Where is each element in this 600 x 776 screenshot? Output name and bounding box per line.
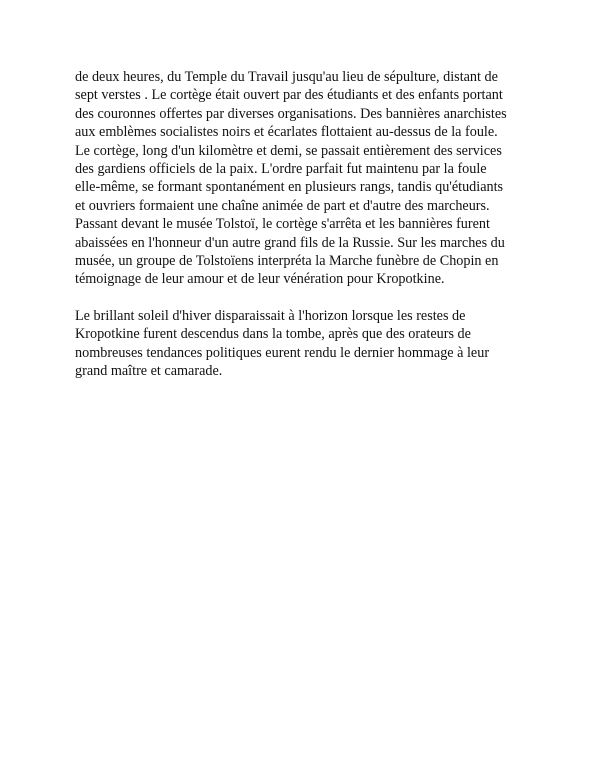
text-line: Le cortège, long d'un kilomètre et demi, se passait entièrement des services (75, 142, 502, 159)
text-line: abaissées en l'honneur d'un autre grand fils de la Russie. Sur les marches du (75, 234, 505, 251)
paragraph-1 (75, 68, 545, 289)
text-line: musée, un groupe de Tolstoïens interpréta la Marche funèbre de Chopin en (75, 253, 499, 270)
text-line: aux emblèmes socialistes noirs et écarlates flottaient au-dessus de la foule. (75, 124, 498, 141)
text-line: elle-même, se formant spontanément en plusieurs rangs, tandis qu'étudiants (75, 179, 504, 196)
text-line: des couronnes offertes par diverses organisations. Des bannières anarchistes (75, 105, 507, 122)
text-line: des gardiens officiels de la paix. L'ordre parfait fut maintenu par la foule (75, 161, 487, 178)
text-line: Le brillant soleil d'hiver disparaissait à l'horizon lorsque les restes de (75, 307, 466, 324)
text-line: témoignage de leur amour et de leur vénération pour Kropotkine. (75, 271, 445, 288)
paragraph-2 (75, 307, 545, 381)
paragraph-spacer (75, 289, 545, 307)
text-line: grand maître et camarade. (75, 363, 223, 380)
text-line: sept verstes . Le cortège était ouvert par des étudiants et des enfants portant (75, 87, 503, 104)
text-line: nombreuses tendances politiques eurent rendu le dernier hommage à leur (75, 344, 490, 361)
text-line: Kropotkine furent descendus dans la tombe, après que des orateurs de (75, 326, 471, 343)
text-line: de deux heures, du Temple du Travail jusqu'au lieu de sépulture, distant de (75, 69, 498, 85)
text-line: Passant devant le musée Tolstoï, le cortège s'arrêta et les bannières furent (75, 216, 490, 233)
text-line: et ouvriers formaient une chaîne animée de part et d'autre des marcheurs. (75, 197, 490, 214)
body-text (75, 68, 545, 381)
